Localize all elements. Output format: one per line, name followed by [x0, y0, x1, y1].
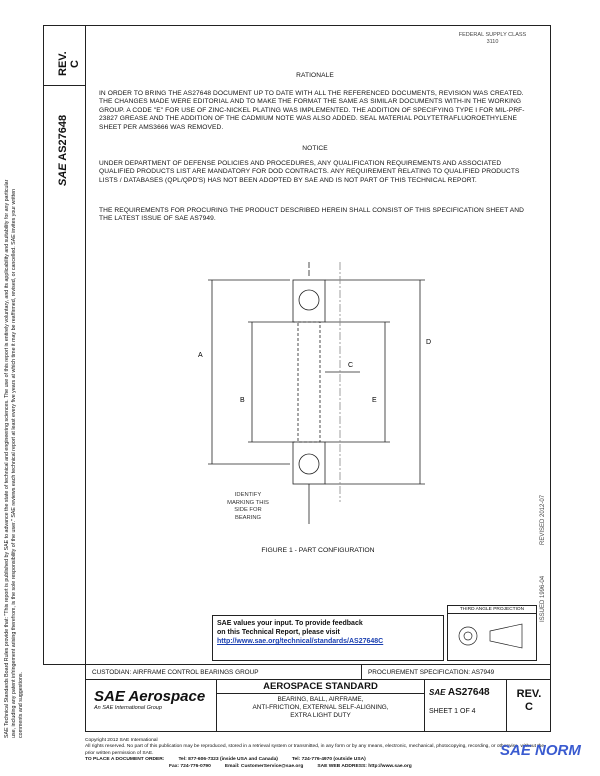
side-rev-label: REV.: [57, 51, 69, 76]
document-title: [217, 696, 424, 720]
feedback-line-1: SAE values your input. To provide feedback: [217, 620, 363, 627]
figure-label-b: B: [240, 397, 245, 404]
outer-race-bottom: [293, 442, 325, 484]
side-doc-id: [57, 115, 69, 186]
issued-date: ISSUED 1996-04: [540, 575, 546, 622]
sheet-number: SHEET 1 OF 4: [429, 708, 476, 715]
requirements-text: THE REQUIREMENTS FOR PROCURING THE PRODUCT DESCRIBED HEREIN SHALL CONSIST OF THIS SPECIFICATION SHEET AND THE LATEST ISSUE OF SAE AS7949.: [99, 207, 524, 223]
notice-title: NOTICE: [302, 145, 328, 152]
title-line: EXTRA LIGHT DUTY: [290, 712, 351, 719]
footer-rights: All rights reserved. No part of this publication may be reproduced, stored in a retrieval system or transmitted, in any form or by any means, electronic, mechanical, photocopying, recording, or otherwise, without the prior written permission of SAE.: [85, 744, 545, 756]
footer-fax: Fax: 724-776-0790: [169, 763, 211, 769]
projection-symbol: [448, 614, 536, 658]
custodian-row: [85, 664, 551, 680]
watermark-logo: SAE NORM: [500, 742, 581, 759]
title-rev-value: C: [525, 701, 533, 713]
sae-mark: SAE: [57, 163, 69, 186]
title-block: [85, 679, 551, 732]
doc-number: [429, 687, 490, 698]
figure-label-c: C: [348, 362, 354, 369]
ball-bottom: [299, 454, 319, 474]
footer-order: TO PLACE A DOCUMENT ORDER:: [85, 757, 165, 763]
figure-note-line: IDENTIFY: [234, 492, 262, 498]
projection-box: [447, 605, 537, 661]
footer-tel: Tel: 877-606-7323 (inside USA and Canada): [178, 757, 278, 763]
rationale-text: IN ORDER TO BRING THE AS27648 DOCUMENT UP TO DATE WITH ALL THE REFERENCED DOCUMENTS, REVISION WAS CREATED. THE CHANGES MADE WERE EDITORIAL AND TO MAKE THE FORMAT THE SAME AS SIMILAR DOCUMENTS WITH-IN THE WORKING GROUP. A CODE "E" FOR USE OF ZINC-NICKEL PLATING WAS IMPLEMENTED. THE ADDITION OF SPECIFYING TYPE I FOR MIL-PRF-23827 GREASE AND THE ADDITION OF THE CADMIUM NOTE WAS ALSO ADDED. SEAL MATERIAL POLYTETRAFLUOROETHYLENE SHEET PER AMS3666 WAS REMOVED.: [99, 90, 525, 131]
title-line: BEARING, BALL, AIRFRAME,: [277, 696, 364, 703]
footer-tel2: Tel: 724-776-4970 (outside USA): [291, 757, 366, 763]
figure-note: [218, 492, 278, 522]
inner-race: [298, 322, 320, 442]
revised-date: REVISED 2012-07: [540, 494, 546, 545]
notice-text: UNDER DEPARTMENT OF DEFENSE POLICIES AND PROCEDURES, ANY QUALIFICATION REQUIREMENTS AND ASSOCIATED QUALIFIED PRODUCTS LIST ARE MANDATORY FOR DOD CONTRACTS. ANY REQUIREMENT RELATING TO QUALIFIED PRODUCTS LISTS / DATABASES (QPL/QPD'S) HAS NOT BEEN ADOPTED BY SAE AND IS NOT PART OF THIS TECHNICAL REPORT.: [99, 160, 520, 184]
custodian-text: CUSTODIAN: AIRFRAME CONTROL BEARINGS GROUP: [92, 669, 259, 676]
procurement-text: PROCUREMENT SPECIFICATION: AS7949: [368, 669, 495, 676]
title-rev-label: REV.: [516, 688, 542, 700]
supply-class-stamp: [440, 32, 545, 46]
figure-note-line: BEARING: [234, 514, 262, 521]
sae-aerospace-logo: [94, 689, 205, 711]
disclaimer: SAE Technical Standards Board Rules provide that: "This report is published by SAE to advance the state of technical and engineering sciences. The use of this report is entirely voluntary, and its applicability and suitability for any particular use, including any patent infringement arising therefrom, is the sole responsibility of the user." SAE reviews each technical report at least every five years at which time it may be reaffirmed, revised, or cancelled. SAE invites your written comments and suggestions.: [4, 179, 25, 738]
figure-label-e: E: [372, 397, 377, 404]
figure-label-a: A: [198, 352, 203, 359]
footer-contact-row-2: [85, 764, 555, 770]
feedback-line-2: on this Technical Report, please visit: [217, 629, 340, 636]
side-doc-number: AS27648: [57, 114, 69, 161]
side-rev-value: C: [69, 60, 81, 68]
footer-email[interactable]: Email: CustomerService@sae.org: [224, 763, 304, 769]
side-strip: [43, 25, 85, 665]
rationale-title: RATIONALE: [296, 72, 334, 79]
feedback-box: [212, 615, 444, 661]
logo-main: SAE Aerospace: [94, 688, 206, 705]
side-rev-box: [44, 26, 85, 86]
logo-sub: An SAE International Group: [94, 705, 162, 711]
footer-web[interactable]: SAE WEB ADDRESS: http://www.sae.org: [317, 763, 412, 769]
doc-number-text: AS27648: [447, 687, 490, 698]
outer-race-top: [293, 280, 325, 322]
footer-copyright: Copyright 2012 SAE International: [85, 738, 158, 743]
title-rev-box: [507, 688, 551, 714]
figure-note-line: SIDE FOR: [234, 507, 262, 513]
ball-top: [299, 290, 319, 310]
title-line: ANTI-FRICTION, EXTERNAL SELF-ALIGNING,: [252, 704, 389, 711]
feedback-link[interactable]: http://www.sae.org/technical/standards/AS27648C: [217, 638, 384, 645]
standard-heading: AEROSPACE STANDARD: [217, 680, 424, 694]
sae-mark-small: SAE: [429, 688, 446, 697]
figure-note-line: MARKING THIS: [227, 499, 269, 506]
stamp-line-1: FEDERAL SUPPLY CLASS: [458, 32, 527, 38]
stamp-line-2: 3110: [486, 39, 499, 45]
projection-label: THIRD ANGLE PROJECTION: [448, 606, 536, 614]
figure-caption: FIGURE 1 - PART CONFIGURATION: [261, 547, 375, 554]
footer: [85, 738, 555, 770]
figure-label-d: D: [426, 339, 432, 346]
